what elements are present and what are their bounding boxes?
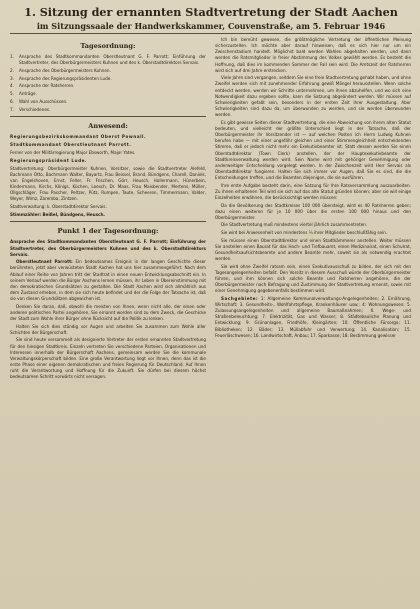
item1-intro: Ansprache des Stadtkommandanten Oberstleutnant G. F. Parrott; Einführung der Stadtvertreter, des Oberbürgermeisters Kuhnen und des k. Oberstadtdirektors Servais.: [10, 239, 206, 257]
right-column: [215, 37, 411, 609]
left-column: [10, 37, 206, 609]
present-entry: Stimmzähler: Beißel, Bündgens, Heusch.: [10, 212, 106, 218]
agenda-item: 1. Ansprache des Stadtkommandanten Oberstleutnant G. F. Parrott; Einführung der Stadtvertreter, des Oberbürgermeisters Kuhnen und des k. Oberstadtdirektors Servais.: [10, 54, 206, 66]
agenda-item: 4. Ansprache der Ratsherren.: [10, 83, 75, 89]
speech-paragraph: Ihre erste Aufgabe besteht darin, eine Satzung für Ihre Ratsversammlung auszuarbeiten. Zu ihnen erhaltenen Teil wird sie sich auf das alte Statut gründen können; aber sie will einige Einzelheiten erwähnen, die berücksichtigt werden müssen:: [215, 182, 411, 201]
agenda-title: Tagesordnung:: [80, 42, 136, 50]
page-subtitle: im Sitzungssaale der Handwerkskammer, Couvenstraße, am 5. Februar 1946: [36, 21, 386, 31]
present-entry: Stadtkommandant Oberstleutnant Parrott.: [10, 141, 132, 147]
speech-paragraph: Sachgebiete: 1: Allgemeine Kommunalverwaltungs-Angelegenheiten; 2. Ernährung, Wirtschaft; 3. Gesundheits-, Wohlfahrtspflege, Krankenhäuser usw.; 4: Wohnungswesen; 5. Zulassungsangelegenheiten und allgemeine Baumaßnahmen; 6. Wege- und Straßenbeleuchtung; 7. Elektrizität, Gas und Wasser; 8. Städtebauliche Planung und Entwicklung; 9. Grünanlagen, Friedhöfe, Kleingärten; 10. Öffentliche Fürsorge; 11. Bibliotheken; 12. Bäder; 13. Müllabfuhr und Verwertung; 14. Kanalisation; 15. Feuerlöschwesen; 16. Landwirtschaft, Anbau; 17. Sparkasse; 18. Bestimmung gewisser: [215, 295, 411, 338]
speech-paragraph: Die Stadtvertretung muß mindestens viertel jährlich zusammentreten.: [221, 222, 368, 228]
present-title: Anwesend:: [88, 121, 128, 130]
agenda-item: 3. Ansprache des Regierungspräsidenten Lude.: [10, 75, 112, 81]
page-title: 1. Sitzung der ernannten Stadtvertretung der Stadt Aachen: [24, 5, 398, 19]
present-entry: Stadtvertretung: Oberbürgermeister Kuhnen, Vorsitzer, sowie die Stadtvertreter Alefeld, Bachmann Otto, Bachmann Walter, Bayartz, Frau Beissel, Brand, Bündgens, Charell, Daniels, van Engelshoven, Ernst, Feller, Fr. Frischen, Görr, Heusch, Hollermann, Hünerbein, Kindermann, Kirchs, Königs, Küchen, Loesch, Dr. Maas, Frau Maisbender, Mertens, Müller, Ollgschläger, Frau Pascher, Peltzer, Pütz, Rumpen, Taute, Scheeren, Timmermann, Valder, Weyer, Wimz, Zaremba, Zintzen.: [10, 165, 206, 202]
article-columns: [10, 37, 412, 609]
speech-paragraph: Ich bin bemüht gewesen, die größtmögliche Vertretung der öffentlichen Meinung sicherzustellen. Ich möchte aber darauf hinweisen, daß es sich hier nur um ein Zwischenstadium handelt. Möglichst bald werden Wahlen abgehalten werden, und dann werden die Ratsmitglieder in freier Abstimmung des Volkes gewählt werden. Es besteht die Hoffnung, daß dies im kommenden Sommer der Fall sein wird. Die Amtszeit der Ratsherren wird sich auf drei Jahre erstrecken.: [215, 37, 411, 73]
speech-paragraph: Es gibt gewisse Seiten dieser Stadtvertretung, die eine Abweichung von ihrem alten Statut bedeuten, und vielleicht der größte Unterschied liegt in der Tatsache, daß der Oberbürgermeister ihr Vorsitzender ist — auf welchen Posten ich Herrn Ludwig Kuhnen berufen habe — mit einer ungefähr gleichen und einer Stimmengleichheit entscheidenden Stimme, daß er jedoch nicht mehr ein Exekutivbeamter ist. Statt dessen werden Sie einen Oberstadtdirektor (Town Clerk) anstellen, der der Hauptexekutivbeamte der Stadtkreisverwaltung werden wird. Sein Name wird mit gehöriger Genehmigung oder anderweitiger Entscheidung vorgelegt werden. In der Zwischenzeit wird Herr Servais als Oberstadtdirektor fungieren. Halten Sie sich immer vor Augen, daß Sie es sind, die die Entscheidungen treffen, und die Beamten diejenigen, die sie ausführen.: [215, 119, 411, 181]
speech-paragraph: Viele Jahre sind vergangen, seitdem Sie eine freie Stadtvertretung gehabt haben, und ohne Zweifel werden sich mit zunehmender Erfahrung gewiß Mängel herausstellen. Wenn solche entdeckt werden, werden wir Schritte unternehmen, um ihnen abzuhelfen, und wo sich eine Notwendigkeit dazu ergeben sollte, kann die Satzung abgeändert werden. Wir müssen auf Schwierigkeiten gefaßt sein, besonders in der ersten Zeit ihrer Ausgestaltung. Aber Schwierigkeiten sind dazu da, um überwunden zu werden, und sie werden überwunden werden.: [215, 75, 411, 118]
speech-paragraph: Sie wird bei Anwesenheit von mindestens ⅓ ihrer Mitglieder beschlußfähig sein.: [221, 230, 388, 236]
speech-paragraph: Denken Sie daran, daß, obwohl die meisten von Ihnen, wenn nicht alle, der einen oder anderen politischen Partei angehören, Sie ernannt worden sind zu dem Zweck, die Geschicke der Stadt zum Wohle ihrer Bürger ohne Rücksicht auf die Politik zu lenken.: [10, 303, 206, 322]
agenda-item: 2. Ansprache des Oberbürgermeisters Kuhnen.: [10, 67, 111, 73]
agenda-list: [10, 54, 206, 113]
agenda-item: 5. Anträge.: [10, 91, 37, 97]
item1-title: Punkt 1 der Tagesordnung:: [57, 227, 159, 236]
agenda-item: 7. Verschiedenes.: [10, 106, 51, 112]
speech-paragraph: Sie wird ohne Zweifel ratsam sein, einen Exekutivausschuß zu bilden, der sich mit den Tagesangelegenheiten befaßt. Den Vorsitz in diesem Ausschuß würde der Oberbürgermeister führen, und ihm können sich solche Beamte und Ratsherren angehören, die der Oberbürgermeister nach Befragung und Zustimmung der Stadtvertretung ernennt, sowie mit einer Genehmigung gegebenenfalls bestimmen wird.: [215, 263, 411, 294]
divider: [10, 221, 206, 222]
divider: [10, 116, 206, 117]
masthead: [10, 5, 412, 34]
present-entry: Ferner von der Militärregierung Major Ebsworth, Major Yates.: [10, 149, 136, 155]
speech-paragraph: Oberstleutnant Parrott: Ein bedeutsames Ereignis in der langen Geschichte dieser berühmten, jetzt aber verwüsteten Stadt Aachen hat uns hier zusammengeführt. Nach dem Ablauf einer Reihe von Jahren tritt der Stadtrat in einen neuen Entwicklungsabschnitt ein. In seinem Verlauf werden die Bürger Aachens lernen müssen, ihr Leben in Übereinstimmung mit den demokratischen Grundsätzen zu gestalten. Die Stadt Aachen wird sich allmählich aus dem Zustand erheben, in dem sie sich heute befindet und der die Folge der Tatsache ist, daß sie von diesen Grundsätzen abgewichen ist.: [10, 259, 206, 302]
present-entry: Regierungsbezirkskommandant Oberst Pownall.: [10, 133, 147, 139]
speech-paragraph: Sie sind heute versammelt als designierte Vertreter der ersten ernannten Stadtvertretung für den hiesigen Stadtkreis. Einzeln vertreten Sie verschiedene Parteien, Organisationen und Interessen innerhalb der Bürgerschaft Aachens, gemeinsam werden Sie die kommunale Verwaltungskörperschaft bilden. Eine große Verantwortung liegt vor Ihnen, denn das ist die erste Phase einer eigenen demokratischen und freien Regierung für Deutschland. Auf Ihnen ruht die Verantwortung und Hoffnung für die Zukunft. Sie dürfen bei diesem höchst bedeutsamen Schritt vorwärts nicht versagen.: [10, 337, 206, 380]
speech-paragraph: Sie müssen einen Oberstadtdirektor und einen Stadtkämmerer anstellen. Weiter müssen Sie anstellen einen Baurat für das Hoch- und Tiefbauamt, einen Medizinalrat, einen Schulrat, Gesundheitsaufsichtsbeamte und andere Beamte mehr, soweit sie als notwendig erachtet werden.: [215, 237, 411, 262]
speech-paragraph: Da die Bevölkerung des Stadtkreises 100 000 übersteigt, wird es 40 Ratsherren geben; dazu einen weiteren für je 10 000 über die ersten 100 000 hinaus und den Oberbürgermeister.: [215, 202, 411, 220]
speech-paragraph: Halten Sie sich dies ständig vor Augen und arbeiten Sie zusammen zum Wohle aller Schichten der Bürgerschaft.: [10, 323, 206, 335]
agenda-item: 6. Wahl von Ausschüssen.: [10, 98, 68, 104]
present-entry: Stadtverwaltung: k. Oberstadtdirektor Servais.: [10, 204, 107, 210]
present-entry: Regierungspräsident Lude.: [10, 157, 88, 163]
